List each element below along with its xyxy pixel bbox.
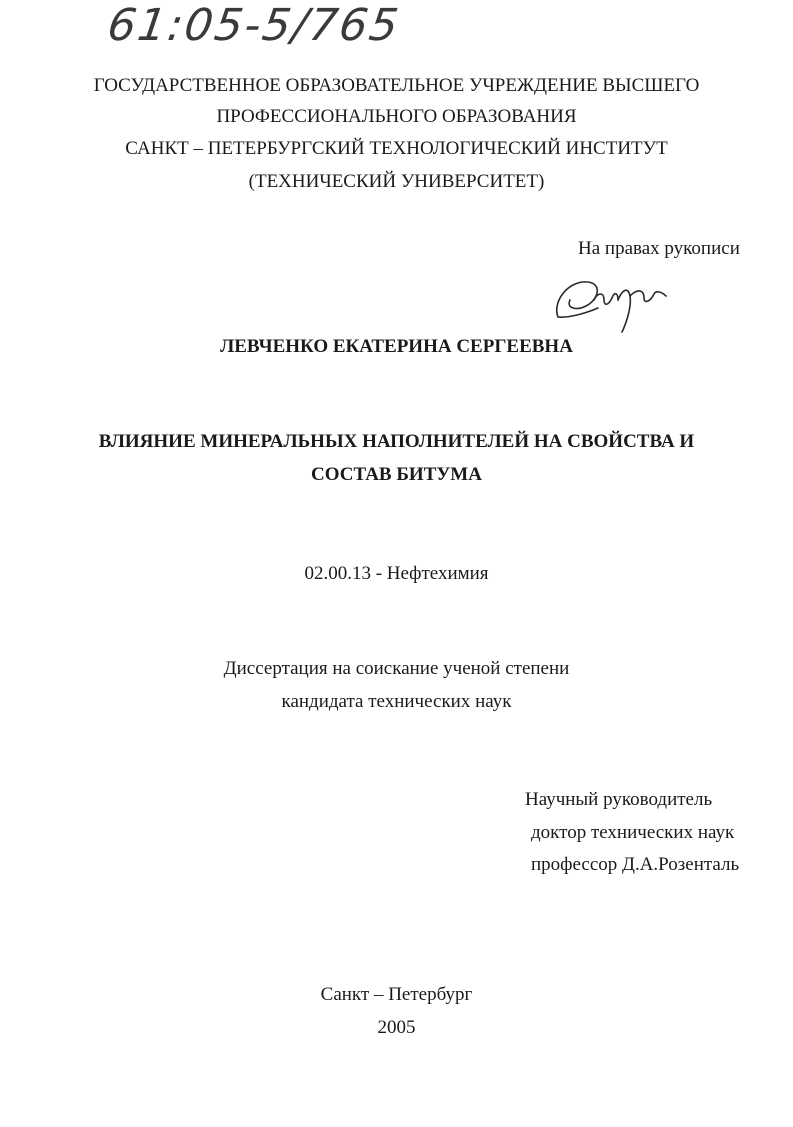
author-signature (548, 262, 678, 337)
institution-line-3: САНКТ – ПЕТЕРБУРГСКИЙ ТЕХНОЛОГИЧЕСКИЙ ИНСТИТУТ (125, 138, 668, 159)
specialty-code: 02.00.13 - Нефтехимия (304, 563, 489, 584)
supervisor-line-1: Научный руководитель (525, 789, 713, 810)
dissertation-title-line-2: СОСТАВ БИТУМА (311, 464, 482, 485)
institution-line-1: ГОСУДАРСТВЕННОЕ ОБРАЗОВАТЕЛЬНОЕ УЧРЕЖДЕНИЕ ВЫСШЕГО (93, 75, 700, 96)
institution-line-4: (ТЕХНИЧЕСКИЙ УНИВЕРСИТЕТ) (248, 171, 545, 192)
degree-line-1: Диссертация на соискание ученой степени (223, 658, 570, 679)
institution-line-2: ПРОФЕССИОНАЛЬНОГО ОБРАЗОВАНИЯ (216, 106, 577, 127)
supervisor-line-3: профессор Д.А.Розенталь (531, 854, 740, 875)
author-name: ЛЕВЧЕНКО ЕКАТЕРИНА СЕРГЕЕВНА (220, 336, 573, 357)
city: Санкт – Петербург (320, 984, 473, 1005)
dissertation-title-line-1: ВЛИЯНИЕ МИНЕРАЛЬНЫХ НАПОЛНИТЕЛЕЙ НА СВОЙСТВА И (98, 431, 695, 452)
archive-code-handwritten: 61:05-5/765 (104, 0, 404, 51)
supervisor-line-2: доктор технических наук (531, 822, 735, 843)
degree-line-2: кандидата технических наук (281, 691, 512, 712)
year: 2005 (377, 1017, 416, 1038)
rights-note: На правах рукописи (578, 238, 740, 259)
